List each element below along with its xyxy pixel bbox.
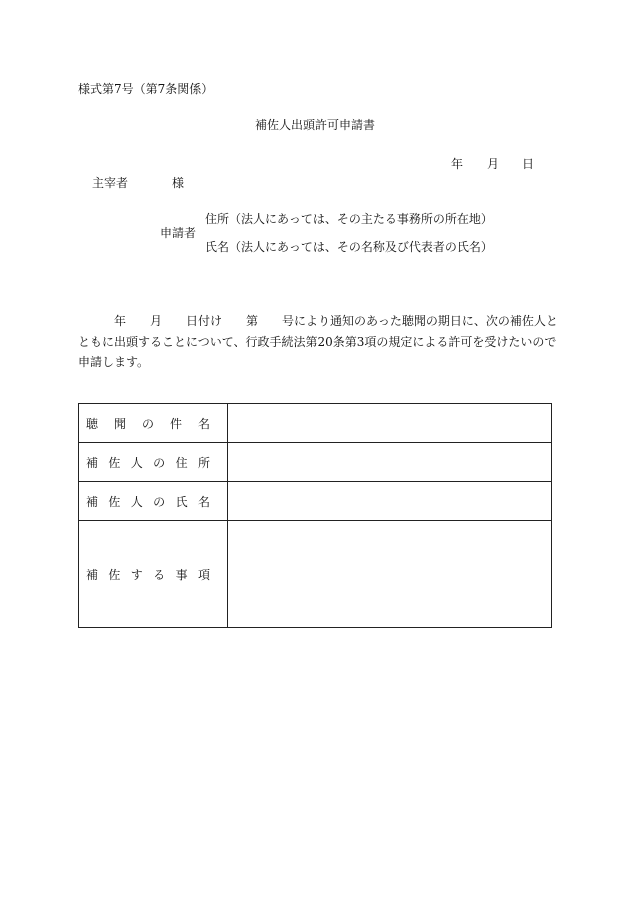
label-char: 名: [197, 416, 210, 431]
applicant-address-label: 住所（法人にあっては、その主たる事務所の所在地）: [205, 212, 493, 226]
date-day-label: 日: [522, 157, 535, 171]
table-row-assistant-address: [79, 443, 552, 482]
assistant-name-value[interactable]: [228, 482, 552, 521]
label-char: る: [153, 567, 166, 582]
assistance-matters-label: [79, 521, 228, 628]
label-char: 補: [86, 494, 99, 509]
hearing-subject-value[interactable]: [228, 404, 552, 443]
label-char: 氏: [175, 494, 188, 509]
label-char: 名: [197, 494, 210, 509]
table-row-hearing-subject: [79, 404, 552, 443]
date-month-label: 月: [487, 157, 500, 171]
label-char: 聴: [86, 416, 99, 431]
label-char: 住: [175, 455, 188, 470]
label-char: 佐: [108, 567, 121, 582]
label-char: 事: [175, 567, 188, 582]
table-row-assistant-name: [79, 482, 552, 521]
label-char: 件: [169, 416, 182, 431]
applicant-name-label: 氏名（法人にあっては、その名称及び代表者の氏名）: [205, 240, 493, 254]
label-char: の: [153, 494, 166, 509]
label-char: 佐: [108, 455, 121, 470]
label-char: の: [141, 416, 154, 431]
label-char: 項: [197, 567, 210, 582]
label-char: 佐: [108, 494, 121, 509]
assistant-info-table: [78, 403, 552, 628]
label-char: 所: [197, 455, 210, 470]
request-body-text: [78, 311, 558, 373]
label-char: 補: [86, 567, 99, 582]
assistant-name-label: [79, 482, 228, 521]
addressee-name: 主宰者: [92, 176, 129, 190]
addressee-suffix: 様: [172, 176, 185, 190]
date-year-label: 年: [451, 157, 464, 171]
document-title: 補佐人出頭許可申請書: [254, 118, 375, 132]
form-number: 様式第7号（第7条関係）: [78, 82, 214, 96]
label-char: 人: [130, 494, 143, 509]
label-char: の: [153, 455, 166, 470]
applicant-label: 申請者: [160, 226, 197, 240]
label-char: 聞: [113, 416, 126, 431]
assistant-address-value[interactable]: [228, 443, 552, 482]
assistance-matters-value[interactable]: [228, 521, 552, 628]
hearing-subject-label: [79, 404, 228, 443]
label-char: 人: [130, 455, 143, 470]
label-char: 補: [86, 455, 99, 470]
body-line-3: 申請します。: [78, 355, 150, 369]
assistant-address-label: [79, 443, 228, 482]
body-line-2: ともに出頭することについて、行政手続法第20条第3項の規定による許可を受けたいので: [78, 334, 557, 349]
label-char: す: [130, 567, 143, 582]
table-row-assistance-matters: [79, 521, 552, 628]
body-line-1: 年 月 日付け 第 号により通知のあった聴聞の期日に、次の補佐人と: [78, 314, 558, 328]
